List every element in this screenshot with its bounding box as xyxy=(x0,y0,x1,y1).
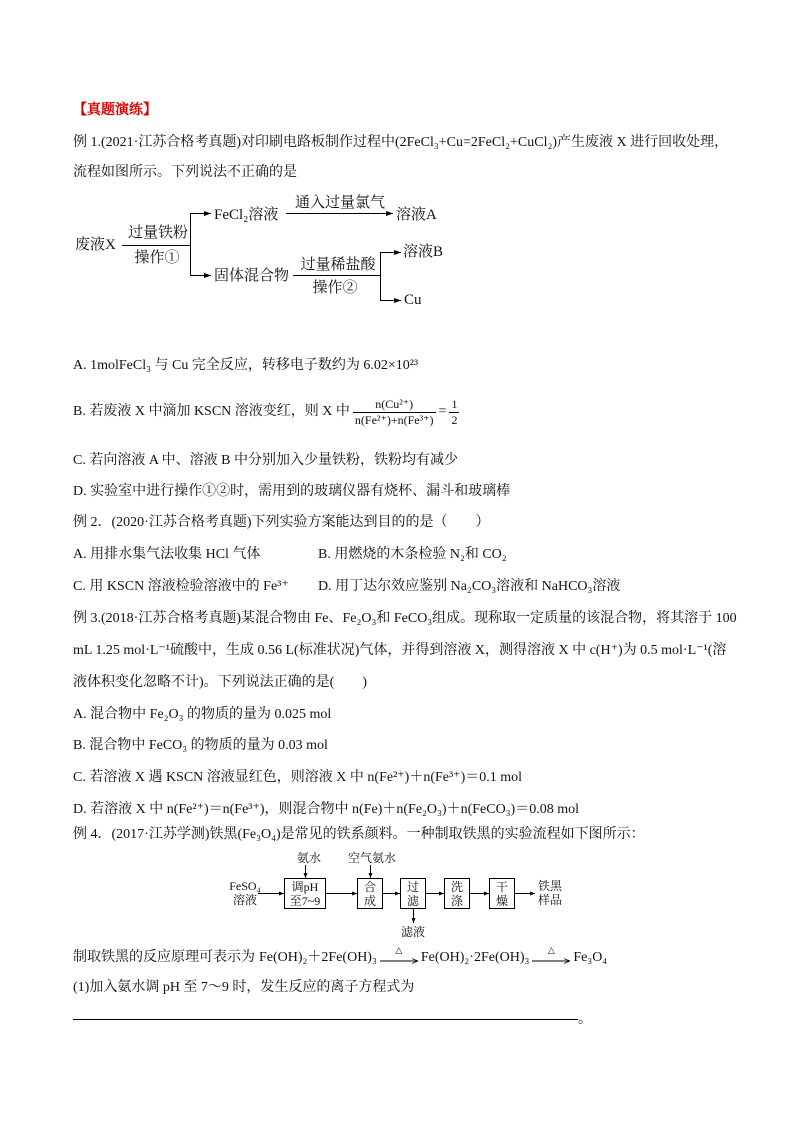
reaction-intermediate: Fe(OH)₂·2Fe(OH)₃ xyxy=(420,950,530,965)
fraction-denominator: n(Fe²⁺)+n(Fe³⁺) xyxy=(354,412,434,427)
heat-condition-icon: △ xyxy=(547,945,555,955)
section-heading: 【真题演练】 xyxy=(73,103,157,118)
reagent-ammonia: 氨水 xyxy=(296,851,322,865)
label-top-reagent: 通入过量氯气 xyxy=(294,195,386,211)
q1-stem-line-1: 例 1.(2021·江苏合格考真题)对印刷电路板制作过程中(2FeCl₃+Cu=2FeCl₂+CuCl₂)产生废液 X 进行回收处理， xyxy=(73,135,729,150)
process-step-label: 干 xyxy=(495,879,508,894)
q3-option-c: C. 若溶液 X 遇 KSCN 溶液显红色，则溶液 X 中 n(Fe²⁺)＋n(Fe³⁺)＝0.1 mol xyxy=(73,770,523,785)
process-step-washing xyxy=(444,878,470,909)
q3-option-a: A. 混合物中 Fe₂O₃ 的物质的量为 0.025 mol xyxy=(73,707,332,722)
q1-option-b xyxy=(73,394,459,430)
label-step2-operation: 操作② xyxy=(312,280,358,296)
process-step-label: 合 xyxy=(363,879,376,894)
q1-option-c: C. 若向溶液 A 中、溶液 B 中分别加入少量铁粉，铁粉均有减少 xyxy=(73,453,459,468)
ratio-value-numerator: 1 xyxy=(451,396,458,411)
ratio-value-fraction xyxy=(449,397,459,428)
q3-stem-line-3: 液体积变化忽略不计)。下列说法正确的是( ) xyxy=(73,675,367,690)
q3-stem-line-1: 例 3.(2018·江苏合格考真题)某混合物由 Fe、Fe₂O₃和 FeCO₃组成。现称取一定质量的该混合物，将其溶于 100 xyxy=(73,611,737,626)
node-solid-mixture: 固体混合物 xyxy=(214,268,290,284)
label-step1-operation: 操作① xyxy=(134,250,180,266)
label-step2-reagent: 过量稀盐酸 xyxy=(300,257,376,273)
reaction-principle-text: 制取铁黑的反应原理可表示为 xyxy=(73,950,255,965)
node-waste-liquid: 废液X xyxy=(75,237,116,253)
node-copper: Cu xyxy=(404,292,422,308)
iron-black-process-flowchart xyxy=(220,848,570,943)
node-solution-a: 溶液A xyxy=(396,207,437,223)
q2-option-c: C. 用 KSCN 溶液检验溶液中的 Fe³⁺ xyxy=(73,579,289,594)
q2-option-b: B. 用燃烧的木条检验 N₂和 CO₂ xyxy=(318,547,507,562)
reaction-product: Fe₃O₄ xyxy=(573,950,608,965)
ion-ratio-fraction xyxy=(353,397,436,428)
q4-sub-question-1: (1)加入氨水调 pH 至 7～9 时，发生反应的离子方程式为 xyxy=(73,980,415,995)
process-step-adjust-ph xyxy=(284,878,326,909)
heating-arrow-1 xyxy=(379,945,419,967)
process-step-label: 洗 xyxy=(450,879,463,894)
fraction-numerator: n(Cu²⁺) xyxy=(375,396,414,411)
heat-condition-icon: △ xyxy=(395,945,403,955)
q2-option-d: D. 用丁达尔效应鉴别 Na₂CO₃溶液和 NaHCO₃溶液 xyxy=(318,579,621,594)
output-sample-label: 样品 xyxy=(537,893,563,907)
ratio-value-denominator: 2 xyxy=(451,412,458,427)
process-step-synthesis xyxy=(357,878,383,909)
equals-sign: = xyxy=(438,404,447,419)
process-step-label: 过 xyxy=(406,879,419,894)
answer-blank-line xyxy=(73,1019,578,1020)
input-solution-label: 溶液 xyxy=(232,893,258,907)
process-step-label: 成 xyxy=(363,893,376,908)
q1-option-b-text: B. 若废液 X 中滴加 KSCN 溶液变红，则 X 中 xyxy=(73,404,350,419)
process-step-label: 至7~9 xyxy=(289,893,321,908)
q1-option-a: A. 1molFeCl₃ 与 Cu 完全反应，转移电子数约为 6.02×10²³ xyxy=(73,358,419,373)
node-fecl2-solution: FeCl₂溶液 xyxy=(214,207,279,223)
q3-option-d: D. 若溶液 X 中 n(Fe²⁺)＝n(Fe³⁺)，则混合物中 n(Fe)＋n(Fe₂O₃)＋n(FeCO₃)＝0.08 mol xyxy=(73,802,579,817)
q3-stem-line-2: mL 1.25 mol·L⁻¹硫酸中，生成 0.56 L(标准状况)气体，并得到溶液 X，测得溶液 X 中 c(H⁺)为 0.5 mol·L⁻¹(溶 xyxy=(73,643,727,658)
node-solution-b: 溶液B xyxy=(403,244,444,260)
q2-stem: 例 2．(2020·江苏合格考真题)下列实验方案能达到目的的是（ ） xyxy=(73,515,490,530)
reaction-arrow-icon xyxy=(531,956,571,966)
process-step-label: 调pH xyxy=(291,879,319,894)
q1-stem-line-2: 流程如图所示。下列说法不正确的是 xyxy=(73,165,297,180)
q3-option-b: B. 混合物中 FeCO₃ 的物质的量为 0.03 mol xyxy=(73,738,328,753)
reaction-principle xyxy=(73,945,608,967)
process-step-label: 滤 xyxy=(406,893,419,908)
reaction-reactants: Fe(OH)₂＋2Fe(OH)₃ xyxy=(259,950,377,965)
q4-stem: 例 4．(2017·江苏学测)铁黑(Fe₃O₄)是常见的铁系颜料。一种制取铁黑的实验流程如下图所示： xyxy=(73,827,645,842)
input-formula: FeSO₄ xyxy=(229,879,261,893)
waste-liquid-recovery-flowchart xyxy=(60,190,460,315)
process-step-filtration xyxy=(400,878,426,909)
process-step-drying xyxy=(489,878,515,909)
output-iron-black: 铁黑 xyxy=(537,879,563,893)
filtrate-label: 滤液 xyxy=(400,925,426,939)
reagent-air-ammonia: 空气氨水 xyxy=(347,851,397,865)
answer-end-punctuation: 。 xyxy=(578,1012,592,1027)
process-step-label: 燥 xyxy=(495,893,508,908)
reaction-arrow-icon xyxy=(379,956,419,966)
q2-option-a: A. 用排水集气法收集 HCl 气体 xyxy=(73,547,261,562)
label-step1-reagent: 过量铁粉 xyxy=(127,225,189,241)
process-step-label: 涤 xyxy=(450,893,463,908)
heating-arrow-2 xyxy=(531,945,571,967)
q1-option-d: D. 实验室中进行操作①②时，需用到的玻璃仪器有烧杯、漏斗和玻璃棒 xyxy=(73,484,511,499)
